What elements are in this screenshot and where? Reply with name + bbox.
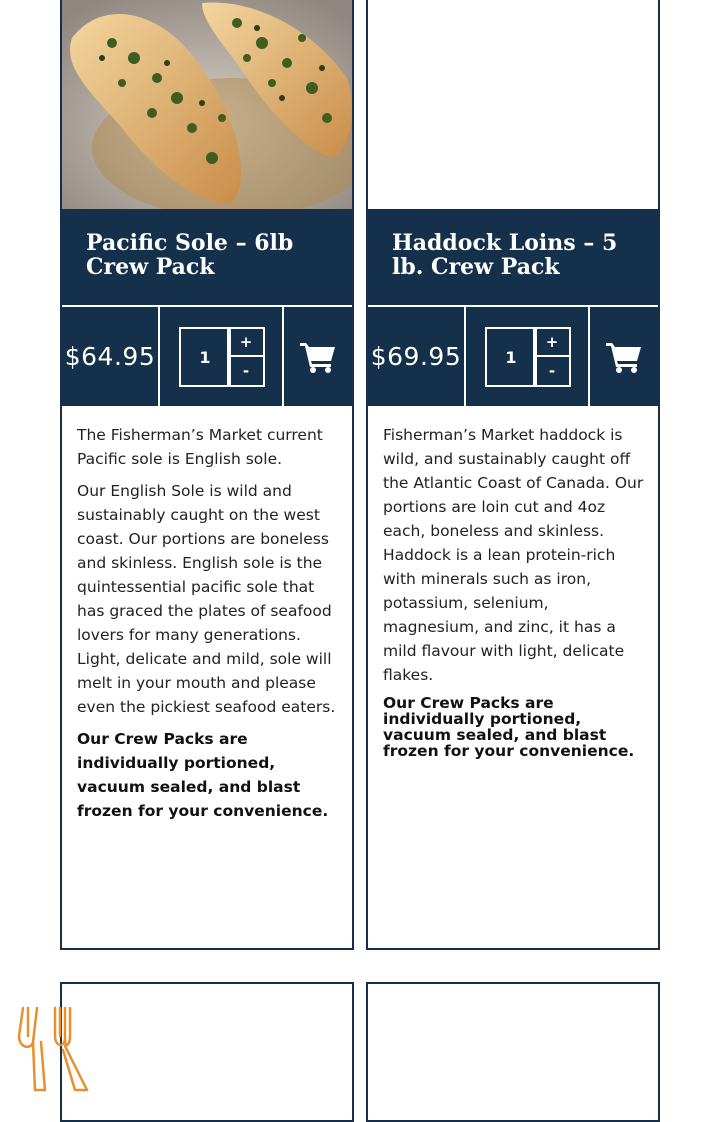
product-title-bar	[368, 209, 658, 305]
quantity-increase-button[interactable]: +	[227, 327, 265, 357]
quantity-input[interactable]: 1	[485, 327, 537, 387]
sole-photo	[62, 0, 352, 209]
shopping-cart-icon	[300, 341, 336, 373]
product-title[interactable]: Pacific Sole – 6lb Crew Pack	[86, 230, 294, 280]
quantity-increase-button[interactable]: +	[533, 327, 571, 357]
product-card-placeholder	[60, 982, 354, 1122]
product-price: $64.95	[62, 307, 158, 406]
product-card-placeholder	[366, 982, 660, 1122]
product-price: $69.95	[368, 307, 464, 406]
product-card-haddock	[366, 0, 660, 950]
price-row	[62, 307, 352, 406]
add-to-cart-button[interactable]	[284, 307, 352, 406]
product-image-sole[interactable]	[62, 0, 352, 209]
price-row	[368, 307, 658, 406]
quantity-decrease-button[interactable]: -	[533, 355, 571, 387]
product-image-haddock[interactable]	[368, 0, 658, 209]
product-title-bar	[62, 209, 352, 305]
quantity-stepper	[466, 307, 588, 406]
product-description	[77, 423, 340, 831]
product-title[interactable]: Haddock Loins – 5 lb. Crew Pack	[392, 230, 618, 280]
product-card-pacific-sole	[60, 0, 354, 950]
quantity-decrease-button[interactable]: -	[227, 355, 265, 387]
fork-knife-icon[interactable]	[15, 1006, 91, 1098]
quantity-input[interactable]: 1	[179, 327, 231, 387]
shopping-cart-icon	[606, 341, 642, 373]
product-description	[383, 423, 646, 767]
description-paragraph: Fisherman’s Market haddock is wild, and sustainably caught off the Atlantic Coast of Canada. Our portions are loin cut and 4oz each, boneless and skinless. Haddock is a lean protein-rich with minerals such as iron, potassium, selenium, magnesium, and zinc, it has a mild flavour with light, delicate flakes.	[383, 426, 644, 684]
description-paragraph: The Fisherman’s Market current Pacific sole is English sole.	[77, 426, 323, 468]
crew-pack-note: Our Crew Packs are individually portioned, vacuum sealed, and blast frozen for your convenience.	[77, 730, 329, 820]
add-to-cart-button[interactable]	[590, 307, 658, 406]
crew-pack-note: Our Crew Packs are individually portioned, vacuum sealed, and blast frozen for your convenience.	[383, 694, 635, 760]
quantity-stepper	[160, 307, 282, 406]
description-paragraph: Our English Sole is wild and sustainably caught on the west coast. Our portions are boneless and skinless. English sole is the quintessential pacific sole that has graced the plates of seafood lovers for many generations. Light, delicate and mild, sole will melt in your mouth and please even the pickiest seafood eaters.	[77, 482, 336, 716]
